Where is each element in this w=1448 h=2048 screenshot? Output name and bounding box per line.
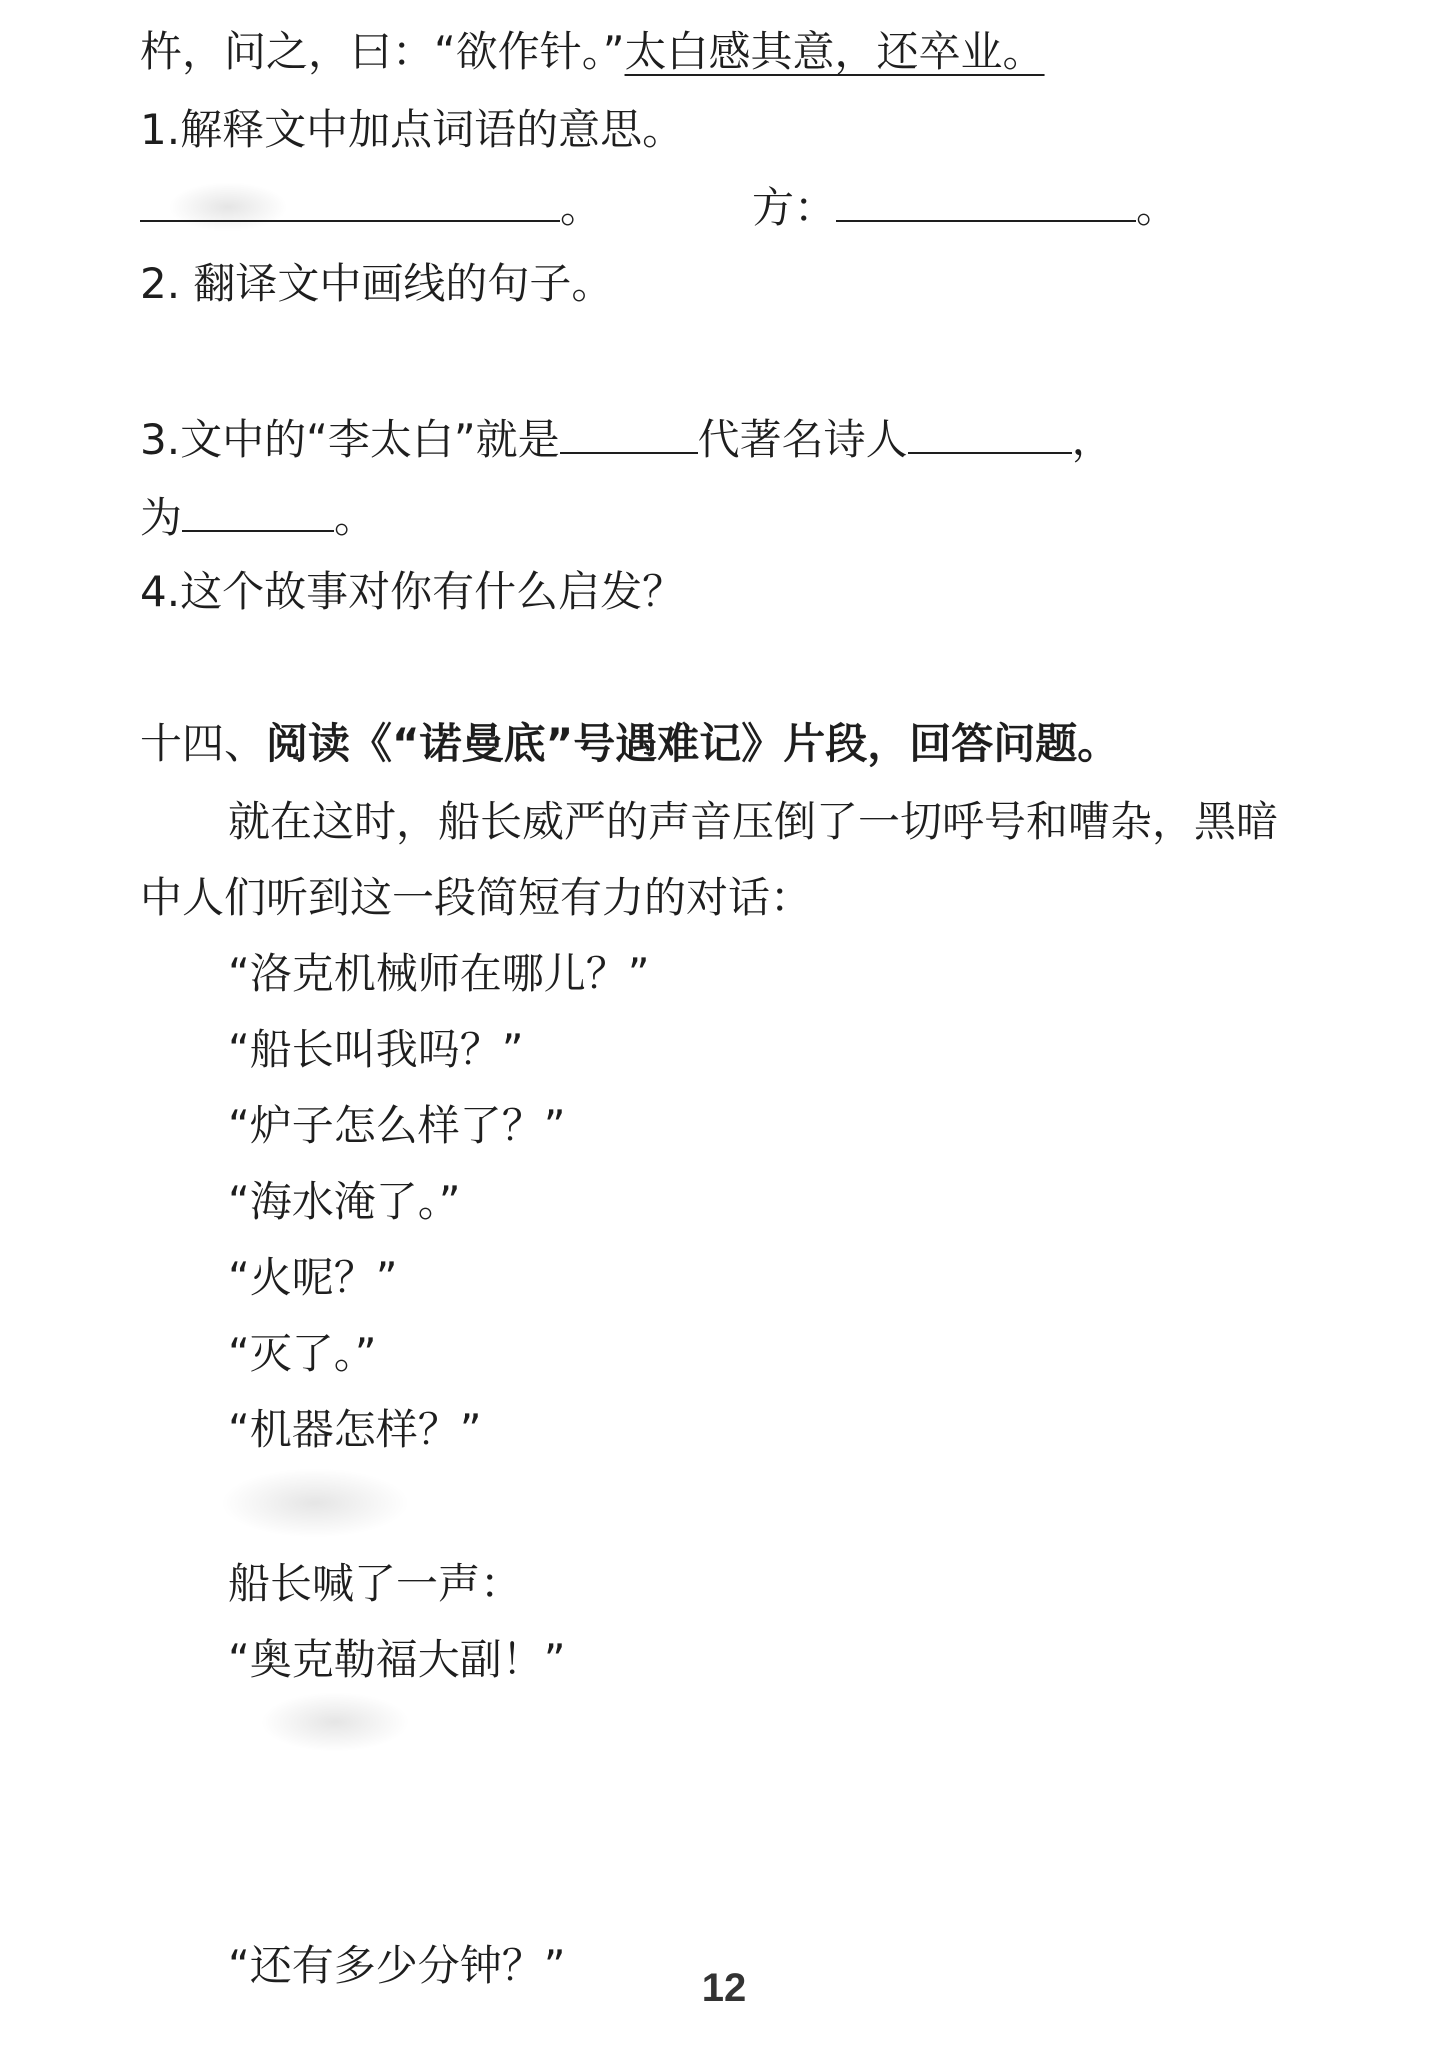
dialogue-line: 船长喊了一声： [228,1559,523,1608]
dialogue-line: “海水淹了。” [228,1177,461,1226]
underlined-sentence: 太白感其意，还卒业。 [624,27,1045,76]
question-3-text: 代著名诗人 [697,415,908,464]
dialogue-line: “还有多少分钟？” [228,1941,566,1990]
question-1-answers [140,176,1178,238]
passage-text: 杵，问之，曰：“欲作针。” [140,27,625,76]
question-3-line2 [140,486,376,548]
page-number: 12 [701,1966,747,2010]
period: 。 [1136,183,1179,232]
period: 。 [334,493,377,542]
answer-blank [908,408,1072,454]
answer-blank [182,486,334,532]
passage-line: 中人们听到这一段简短有力的对话： [140,873,813,922]
section-number: 十四、 [140,719,267,768]
smudge [260,1692,410,1752]
word-label-fang: 方： [752,183,837,232]
period: 。 [560,183,603,232]
question-1: 1.解释文中加点词语的意思。 [140,105,685,154]
smudge [168,182,288,232]
question-2: 2. 翻译文中画线的句子。 [140,259,614,308]
question-3-text: 为 [140,493,183,542]
dialogue-line: “奥克勒福大副！” [228,1635,566,1684]
smudge [220,1468,410,1538]
dialogue-line: “洛克机械师在哪儿？” [228,949,650,998]
section-title: 阅读《“诺曼底”号遇难记》片段，回答问题。 [266,719,1120,768]
section-14-heading [140,714,1119,774]
question-3-text: 3.文中的“李太白”就是 [140,415,560,464]
dialogue-line: “灭了。” [228,1329,377,1378]
dialogue-line: “火呢？” [228,1253,398,1302]
dialogue-line: “机器怎样？” [228,1405,482,1454]
comma: ， [1071,415,1114,464]
passage-end-line [140,22,1045,82]
answer-blank [560,408,698,454]
question-4: 4.这个故事对你有什么启发？ [140,567,685,616]
question-3-line1 [140,408,1114,470]
answer-blank [836,176,1136,222]
dialogue-line: “炉子怎么样了？” [228,1101,566,1150]
dialogue-line: “船长叫我吗？” [228,1025,524,1074]
passage-line: 就在这时，船长威严的声音压倒了一切呼号和嘈杂，黑暗 [228,797,1279,846]
